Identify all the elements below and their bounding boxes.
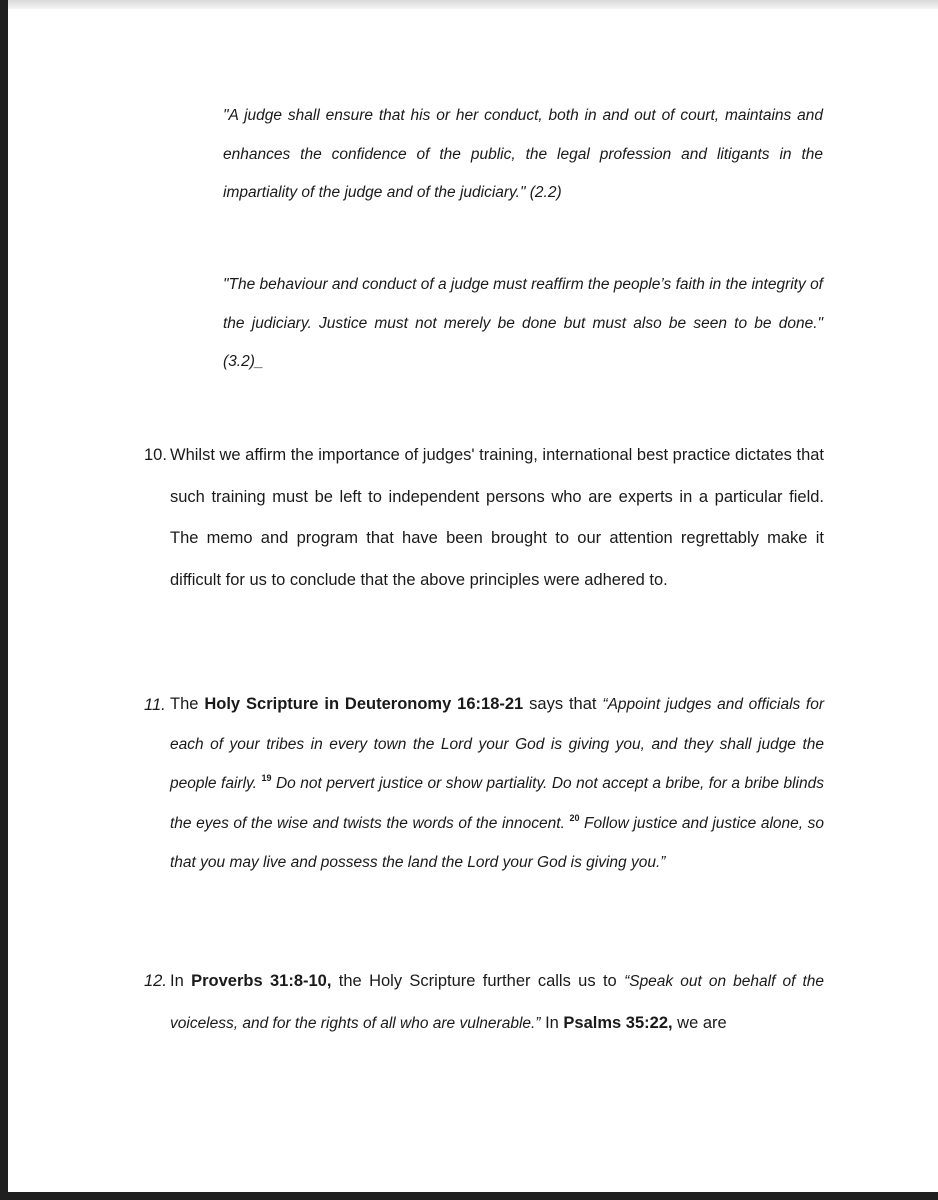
viewer-frame-left	[0, 0, 8, 1200]
connector-text: In	[540, 1013, 564, 1032]
quoted-principle-2-2	[223, 97, 823, 213]
paragraph-number: 11.	[144, 696, 166, 714]
verse-number: 20	[569, 812, 580, 823]
paragraph-12	[144, 961, 824, 1044]
scripture-reference: Psalms 35:22,	[563, 1013, 673, 1032]
scripture-reference: Holy Scripture in Deuteronomy 16:18-21	[204, 695, 524, 713]
paragraph-text	[170, 685, 824, 883]
quote-text: "A judge shall ensure that his or her conduct, both in and out of court, maintains and enhances the confidence of the public, the legal profession and litigants in the impartiality of the judge and of the judiciary." (2.2)	[223, 107, 823, 201]
paragraph-number: 10.	[144, 446, 167, 464]
scripture-quote-part: “Appoint judges and officials for each of your tribes in every town the Lord your God is giving you, and they shall judge the people fairly.	[170, 696, 824, 792]
document-page	[8, 9, 938, 1192]
quoted-principle-3-2	[223, 266, 823, 382]
scripture-quote-part: Follow justice and justice alone, so that you may live and possess the land the Lord your God is giving you.”	[170, 814, 824, 871]
scripture-reference: Proverbs 31:8-10,	[191, 972, 332, 990]
connector-text: the Holy Scripture further calls us to	[331, 972, 625, 990]
viewer-frame-bottom	[0, 1192, 938, 1200]
paragraph-11	[144, 685, 824, 883]
quote-text: "The behaviour and conduct of a judge must reaffirm the people’s faith in the integrity of the judiciary. Justice must not merely be done but must also be seen to be done." (3.2)_	[223, 276, 823, 370]
paragraph-text: Whilst we affirm the importance of judges' training, international best practice dictates that such training must be left to independent persons who are experts in a particular field. The memo and program that have been brought to our attention regrettably make it difficult for us to conclude that the above principles were adhered to.	[170, 446, 825, 589]
intro-text: In	[170, 972, 192, 990]
verse-number: 19	[261, 773, 272, 783]
paragraph-text	[170, 961, 824, 1044]
intro-text: The	[170, 695, 205, 713]
scripture-quote-part: Do not pervert justice or show partiality. Do not accept a bribe, for a bribe blinds the eyes of the wise and twists the words of the innocent.	[170, 775, 824, 832]
paragraph-number: 12.	[144, 972, 167, 990]
connector-text: says that	[523, 695, 603, 713]
scripture-quote: “Speak out on behalf of the voiceless, and for the rights of all who are vulnerable.”	[170, 973, 824, 1032]
paragraph-10	[144, 435, 824, 601]
viewer-frame-top	[8, 0, 938, 9]
trailing-text: we are	[672, 1013, 727, 1032]
